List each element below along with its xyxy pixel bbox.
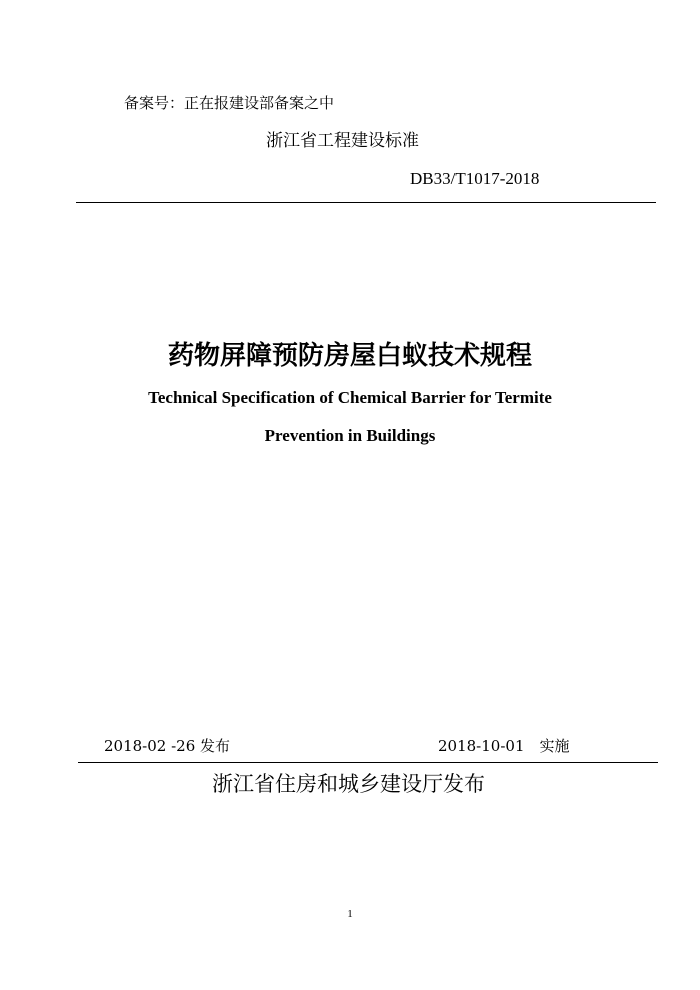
document-title-english-line-1: Technical Specification of Chemical Barrier for Termite [148, 388, 552, 407]
document-title-chinese: 药物屏障预防房屋白蚁技术规程 [167, 341, 532, 371]
document-title-english-line-2: Prevention in Buildings [264, 426, 436, 445]
record-number: 备案号：正在报建设部备案之中 [124, 94, 335, 112]
page-number: 1 [347, 908, 353, 920]
standard-code: DB33/T1017-2018 [410, 169, 540, 188]
publisher: 浙江省住房和城乡建设厅发布 [212, 772, 485, 796]
issue-date: 2018-02 -26 发布 [104, 737, 231, 755]
footer-divider [78, 762, 658, 763]
standard-category: 浙江省工程建设标准 [266, 131, 419, 151]
effective-date: 2018-10-01 实施 [438, 737, 570, 755]
header-divider [76, 202, 656, 203]
